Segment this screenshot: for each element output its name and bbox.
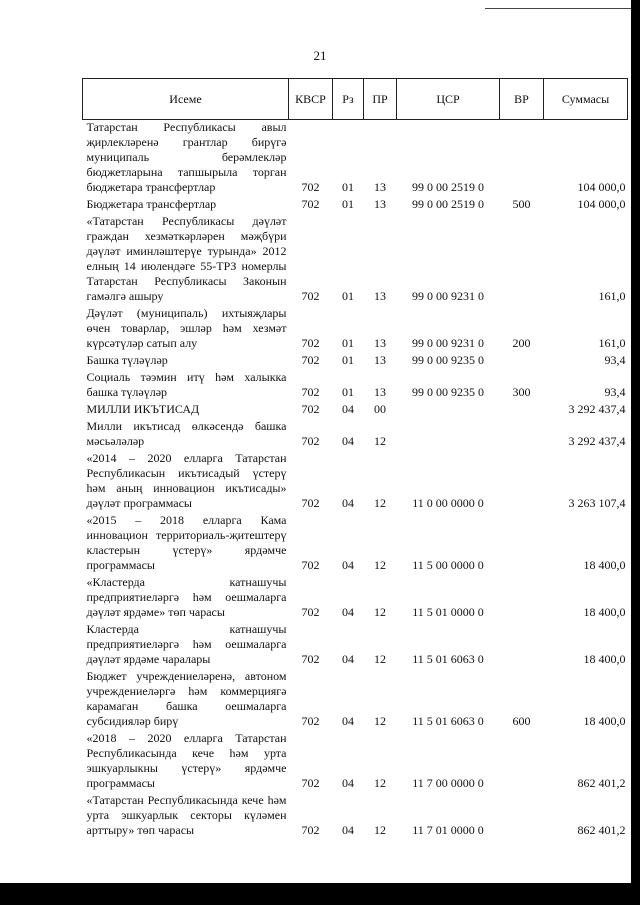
cell-sum: 93,4 bbox=[604, 353, 626, 367]
cell-pr: 13 bbox=[374, 353, 386, 367]
header-csr: ЦСР bbox=[397, 79, 500, 120]
cell-csr bbox=[397, 419, 500, 451]
table-body bbox=[83, 120, 628, 841]
cell-kvsr: 702 bbox=[301, 289, 320, 303]
table-row bbox=[83, 419, 628, 451]
budget-table bbox=[82, 78, 628, 840]
cell-vr: 200 bbox=[512, 336, 531, 350]
header-pr: ПР bbox=[364, 79, 397, 120]
cell-sum: 862 401,2 bbox=[577, 776, 626, 790]
cell-name: Татарстан Республикасы авыл җирлекләренә грантлар бирүгә муниципаль берәмлекләр бюджетларына тапшырыла торган бюджетара трансфертлар bbox=[86, 120, 287, 194]
table-row bbox=[83, 306, 628, 353]
cell-csr: 99 0 00 9231 0 bbox=[412, 289, 484, 303]
table-row bbox=[83, 370, 628, 402]
cell-kvsr: 702 bbox=[301, 180, 320, 194]
cell-pr: 13 bbox=[374, 180, 386, 194]
cell-pr: 00 bbox=[374, 402, 386, 416]
cell-name: МИЛЛИ ИКЪТИСАД bbox=[86, 402, 200, 416]
cell-name: «Татарстан Республикасы дәүләт граждан хезмәткәрләрен мәҗбүри дәүләт иминләштерүе турында» 2012 елның 14 июлендәге 55-ТРЗ номерлы Татарстан Республикасы Законын гамәлгә ашыру bbox=[86, 214, 287, 303]
table-row bbox=[83, 575, 628, 622]
cell-kvsr: 702 bbox=[301, 434, 320, 448]
cell-rz: 01 bbox=[342, 289, 354, 303]
cell-rz: 04 bbox=[342, 652, 354, 666]
cell-rz: 04 bbox=[342, 496, 354, 510]
cell-vr: 300 bbox=[512, 385, 531, 399]
cell-name: «2018 – 2020 елларга Татарстан Республикасында кече һәм урта эшкуарлыкны үстерү» ярдәмче программасы bbox=[86, 731, 287, 790]
cell-pr: 12 bbox=[374, 558, 386, 572]
cell-csr: 99 0 00 9235 0 bbox=[412, 385, 484, 399]
cell-csr: 11 5 01 6063 0 bbox=[412, 714, 484, 728]
cell-kvsr: 702 bbox=[301, 605, 320, 619]
cell-vr bbox=[500, 419, 544, 451]
cell-rz: 01 bbox=[342, 385, 354, 399]
cell-kvsr: 702 bbox=[301, 776, 320, 790]
table-header bbox=[83, 79, 628, 120]
cell-pr: 12 bbox=[374, 776, 386, 790]
cell-sum: 18 400,0 bbox=[583, 652, 626, 666]
cell-kvsr: 702 bbox=[301, 823, 320, 837]
cell-name: «Татарстан Республикасында кече һәм урта эшкуарлык секторы күләмен арттыру» төп чарасы bbox=[86, 793, 287, 837]
cell-vr bbox=[500, 353, 544, 370]
cell-csr: 99 0 00 2519 0 bbox=[412, 180, 484, 194]
cell-name: Милли икътисад өлкәсендә башка мәсьәләләр bbox=[86, 419, 287, 448]
cell-kvsr: 702 bbox=[301, 197, 320, 211]
cell-name: «2014 – 2020 елларга Татарстан Республикасын икътисадый үстерү һәм аның инновацион икътисады» дәүләт программасы bbox=[86, 451, 287, 510]
header-sum: Суммасы bbox=[544, 79, 628, 120]
cell-sum: 104 000,0 bbox=[577, 197, 626, 211]
scan-edge-line bbox=[485, 8, 640, 9]
cell-name: Бюджет учреждениеләренә, автоном учреждениеләргә һәм коммерциягә карамаган башка оешмаларга субсидияләр бирү bbox=[86, 669, 287, 728]
cell-pr: 12 bbox=[374, 605, 386, 619]
cell-rz: 04 bbox=[342, 558, 354, 572]
table-row bbox=[83, 197, 628, 214]
cell-name: «Кластерда катнашучы предприятиеләргә һәм оешмаларга дәүләт ярдәме» төп чарасы bbox=[86, 575, 287, 619]
cell-rz: 01 bbox=[342, 336, 354, 350]
cell-pr: 12 bbox=[374, 434, 386, 448]
cell-rz: 01 bbox=[342, 180, 354, 194]
table-row bbox=[83, 353, 628, 370]
cell-csr: 11 7 01 0000 0 bbox=[412, 823, 484, 837]
header-kvsr: КВСР bbox=[289, 79, 333, 120]
cell-sum: 3 292 437,4 bbox=[568, 434, 626, 448]
header-row bbox=[83, 79, 628, 120]
table-row bbox=[83, 793, 628, 840]
cell-kvsr: 702 bbox=[301, 385, 320, 399]
table-row bbox=[83, 451, 628, 513]
cell-rz: 01 bbox=[342, 197, 354, 211]
cell-kvsr: 702 bbox=[301, 353, 320, 367]
scan-edge-right bbox=[631, 0, 640, 883]
cell-pr: 12 bbox=[374, 714, 386, 728]
cell-vr bbox=[500, 793, 544, 840]
header-rz: Рз bbox=[333, 79, 364, 120]
header-vr: ВР bbox=[500, 79, 544, 120]
cell-vr: 500 bbox=[512, 197, 531, 211]
cell-sum: 93,4 bbox=[604, 385, 626, 399]
cell-sum: 18 400,0 bbox=[583, 605, 626, 619]
page-number: 21 bbox=[313, 48, 327, 63]
cell-vr bbox=[500, 622, 544, 669]
cell-rz: 04 bbox=[342, 776, 354, 790]
cell-sum: 18 400,0 bbox=[583, 714, 626, 728]
header-name: Исеме bbox=[83, 79, 289, 120]
cell-sum: 104 000,0 bbox=[577, 180, 626, 194]
cell-csr: 11 7 00 0000 0 bbox=[412, 776, 484, 790]
cell-csr: 11 5 01 0000 0 bbox=[412, 605, 484, 619]
cell-rz: 04 bbox=[342, 402, 354, 416]
cell-name: «2015 – 2018 елларга Кама инновацион территориаль-җитештерү кластерын үстерү» ярдәмче программасы bbox=[86, 513, 287, 572]
cell-kvsr: 702 bbox=[301, 496, 320, 510]
table-row bbox=[83, 669, 628, 731]
cell-csr: 99 0 00 2519 0 bbox=[412, 197, 484, 211]
cell-csr: 11 5 01 6063 0 bbox=[412, 652, 484, 666]
cell-vr bbox=[500, 513, 544, 575]
cell-rz: 04 bbox=[342, 605, 354, 619]
cell-sum: 3 292 437,4 bbox=[568, 402, 626, 416]
cell-sum: 862 401,2 bbox=[577, 823, 626, 837]
cell-rz: 04 bbox=[342, 823, 354, 837]
cell-csr bbox=[397, 402, 500, 419]
cell-pr: 13 bbox=[374, 197, 386, 211]
cell-kvsr: 702 bbox=[301, 714, 320, 728]
cell-name: Дәүләт (муниципаль) ихтыяҗлары өчен товарлар, эшләр һәм хезмәт күрсәтүләр сатып алу bbox=[86, 306, 287, 350]
table-row bbox=[83, 731, 628, 793]
cell-vr bbox=[500, 451, 544, 513]
cell-pr: 12 bbox=[374, 652, 386, 666]
cell-sum: 161,0 bbox=[598, 336, 626, 350]
cell-csr: 99 0 00 9235 0 bbox=[412, 353, 484, 367]
table-row bbox=[83, 622, 628, 669]
cell-vr bbox=[500, 214, 544, 306]
cell-kvsr: 702 bbox=[301, 558, 320, 572]
cell-vr bbox=[500, 120, 544, 198]
cell-sum: 18 400,0 bbox=[583, 558, 626, 572]
cell-vr bbox=[500, 575, 544, 622]
cell-pr: 13 bbox=[374, 336, 386, 350]
cell-kvsr: 702 bbox=[301, 336, 320, 350]
cell-rz: 04 bbox=[342, 434, 354, 448]
cell-rz: 01 bbox=[342, 353, 354, 367]
cell-kvsr: 702 bbox=[301, 652, 320, 666]
cell-name: Кластерда катнашучы предприятиеләргә һәм оешмаларга дәүләт ярдәме чаралары bbox=[86, 622, 287, 666]
table-row bbox=[83, 120, 628, 198]
cell-pr: 12 bbox=[374, 823, 386, 837]
table-row bbox=[83, 214, 628, 306]
cell-vr bbox=[500, 402, 544, 419]
cell-pr: 12 bbox=[374, 496, 386, 510]
scan-bottom-border bbox=[0, 883, 640, 905]
cell-kvsr: 702 bbox=[301, 402, 320, 416]
cell-pr: 13 bbox=[374, 385, 386, 399]
cell-vr bbox=[500, 731, 544, 793]
cell-sum: 161,0 bbox=[598, 289, 626, 303]
cell-vr: 600 bbox=[512, 714, 531, 728]
cell-csr: 11 0 00 0000 0 bbox=[412, 496, 484, 510]
cell-name: Башка түләүләр bbox=[86, 353, 168, 367]
cell-name: Социаль тәэмин итү һәм халыкка башка түләүләр bbox=[86, 370, 287, 399]
table-row bbox=[83, 402, 628, 419]
cell-rz: 04 bbox=[342, 714, 354, 728]
cell-sum: 3 263 107,4 bbox=[568, 496, 626, 510]
table-row bbox=[83, 513, 628, 575]
cell-csr: 99 0 00 9231 0 bbox=[412, 336, 484, 350]
cell-csr: 11 5 00 0000 0 bbox=[412, 558, 484, 572]
cell-pr: 13 bbox=[374, 289, 386, 303]
cell-name: Бюджетара трансфертлар bbox=[86, 197, 217, 211]
